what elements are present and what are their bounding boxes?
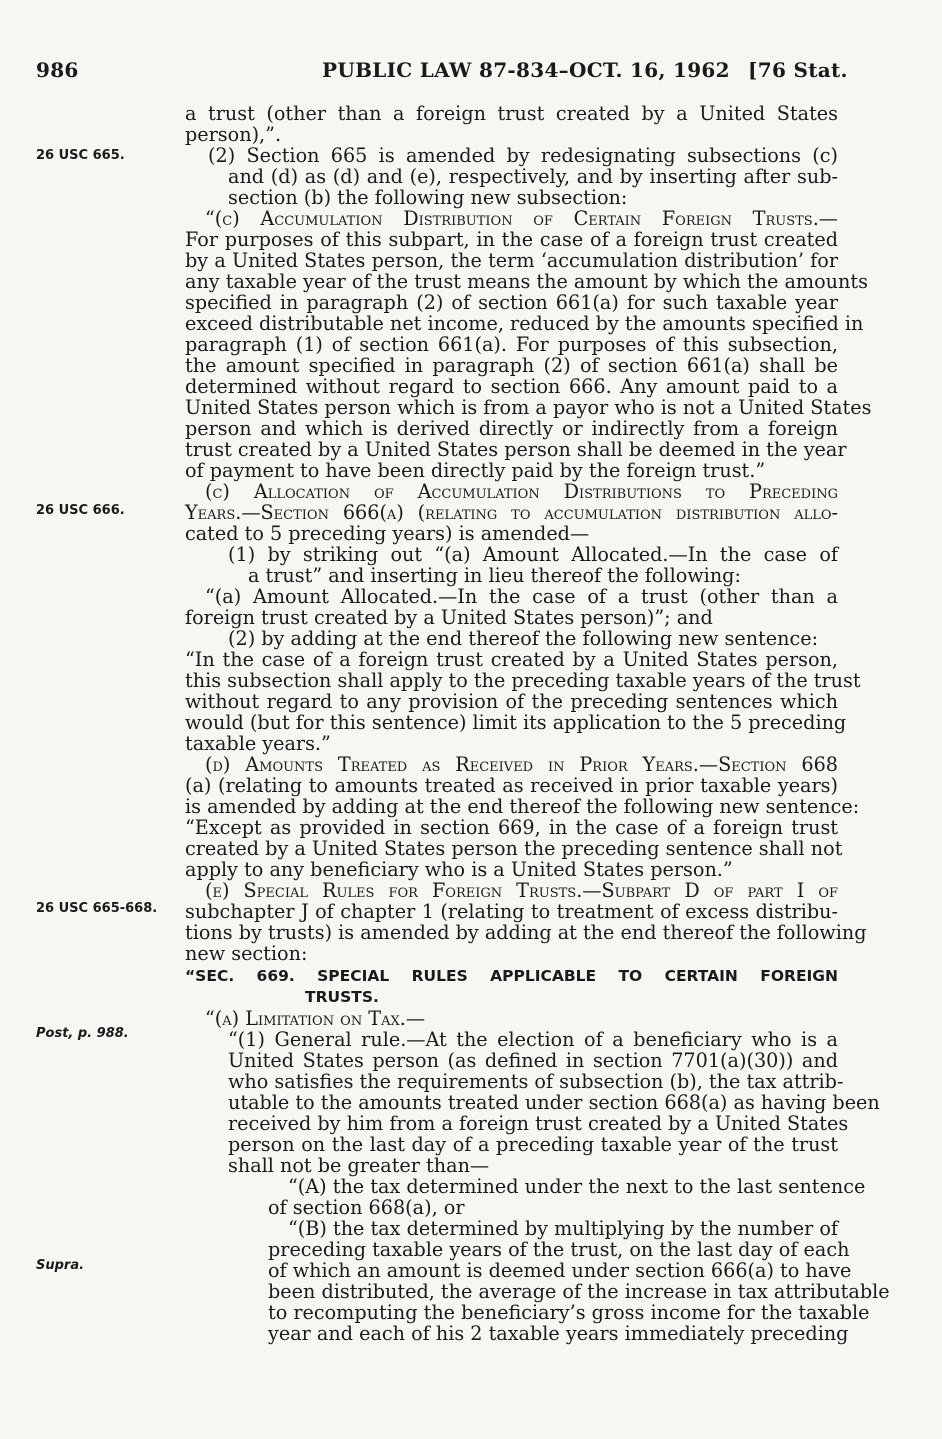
text-line: of payment to have been directly paid by the foreign trust.” (185, 459, 766, 482)
text-line: specified in paragraph (2) of section 661(a) for such taxable year (185, 291, 838, 314)
text-line: this subsection shall apply to the preceding taxable years of the trust (185, 669, 861, 692)
text-line: apply to any beneficiary who is a United States person.” (185, 858, 733, 881)
text-line: person),”. (185, 123, 282, 146)
text-line: “Except as provided in section 669, in the case of a foreign trust (185, 816, 838, 839)
text-line: cated to 5 preceding years) is amended— (185, 522, 590, 545)
text-line: United States person (as defined in section 7701(a)(30)) and (228, 1049, 838, 1072)
text-line: and (d) as (d) and (e), respectively, and by inserting after sub- (228, 165, 838, 188)
text-line: the amount specified in paragraph (2) of section 661(a) shall be (185, 354, 838, 377)
text-line: (1) by striking out “(a) Amount Allocated.—In the case of (228, 543, 838, 566)
text-line: any taxable year of the trust means the amount by which the amounts (185, 270, 868, 293)
text-line: shall not be greater than— (228, 1154, 490, 1177)
text-line: subchapter J of chapter 1 (relating to treatment of excess distribu- (185, 900, 838, 923)
text-line: is amended by adding at the end thereof the following new sentence: (185, 795, 860, 818)
margin-note-supra: Supra. (36, 1258, 85, 1273)
text-line: by a United States person, the term ‘accumulation distribution’ for (185, 249, 838, 272)
text-line: foreign trust created by a United States person)”; and (185, 606, 713, 629)
text-line: without regard to any provision of the preceding sentences which (185, 690, 838, 713)
text-line: who satisfies the requirements of subsection (b), the tax attrib- (228, 1070, 844, 1093)
text-line: section (b) the following new subsection: (228, 186, 628, 209)
text-line: a trust” and inserting in lieu thereof the following: (248, 564, 741, 587)
text-line: “(1) General rule.—At the election of a beneficiary who is a (228, 1028, 838, 1051)
text-line: (2) by adding at the end thereof the following new sentence: (228, 627, 819, 650)
section-heading: “SEC. 669. SPECIAL RULES APPLICABLE TO CERTAIN FOREIGN (185, 967, 838, 985)
text-line: received by him from a foreign trust created by a United States (228, 1112, 849, 1135)
text-line: For purposes of this subpart, in the case of a foreign trust created (185, 228, 838, 251)
text-line: taxable years.” (185, 732, 331, 755)
text-line: been distributed, the average of the increase in tax attributable (268, 1280, 890, 1303)
text-line: (a) (relating to amounts treated as received in prior taxable years) (185, 774, 838, 797)
running-head-title: PUBLIC LAW 87-834–OCT. 16, 1962 (322, 58, 730, 82)
text-line: (2) Section 665 is amended by redesignating subsections (c) (208, 144, 838, 167)
text-line: new section: (185, 942, 308, 965)
subsection-heading: “(a) Limitation on Tax.— (205, 1007, 426, 1030)
text-line: created by a United States person the preceding sentence shall not (185, 837, 843, 860)
text-line: utable to the amounts treated under section 668(a) as having been (228, 1091, 880, 1114)
text-line: United States person which is from a payor who is not a United States (185, 396, 872, 419)
text-line: Years.—Section 666(a) (relating to accumulation distribution allo- (185, 501, 838, 524)
subsection-heading: (e) Special Rules for Foreign Trusts.—Subpart D of part I of (205, 879, 838, 902)
text-line: year and each of his 2 taxable years immediately preceding (268, 1322, 849, 1345)
text-line: paragraph (1) of section 661(a). For purposes of this subsection, (185, 333, 838, 356)
text-line: of which an amount is deemed under section 666(a) to have (268, 1259, 852, 1282)
text-line: “In the case of a foreign trust created by a United States person, (185, 648, 838, 671)
text-line: a trust (other than a foreign trust created by a United States (185, 102, 838, 125)
margin-note-26-usc-665: 26 USC 665. (36, 148, 125, 163)
text-line: would (but for this sentence) limit its application to the 5 preceding (185, 711, 847, 734)
stat-reference: [76 Stat. (748, 58, 848, 82)
text-line: person and which is derived directly or indirectly from a foreign (185, 417, 838, 440)
subsection-heading: (c) Allocation of Accumulation Distributions to Preceding (205, 480, 838, 503)
text-line: tions by trusts) is amended by adding at the end thereof the following (185, 921, 867, 944)
page-number: 986 (36, 58, 79, 82)
text-line: to recomputing the beneficiary’s gross income for the taxable (268, 1301, 870, 1324)
subsection-heading: “(c) Accumulation Distribution of Certain Foreign Trusts.— (205, 207, 838, 230)
text-line: trust created by a United States person shall be deemed in the year (185, 438, 847, 461)
text-line: preceding taxable years of the trust, on the last day of each (268, 1238, 850, 1261)
text-line: “(a) Amount Allocated.—In the case of a trust (other than a (205, 585, 838, 608)
margin-note-post-p-988: Post, p. 988. (36, 1026, 129, 1041)
margin-note-26-usc-665-668: 26 USC 665-668. (36, 901, 158, 916)
text-line: of section 668(a), or (268, 1196, 465, 1219)
margin-note-26-usc-666: 26 USC 666. (36, 503, 125, 518)
text-line: person on the last day of a preceding taxable year of the trust (228, 1133, 838, 1156)
text-line: “(A) the tax determined under the next to the last sentence (288, 1175, 866, 1198)
subsection-heading: (d) Amounts Treated as Received in Prior Years.—Section 668 (205, 753, 838, 776)
text-line: determined without regard to section 666. Any amount paid to a (185, 375, 838, 398)
section-heading-continued: TRUSTS. (305, 988, 379, 1006)
text-line: “(B) the tax determined by multiplying by the number of (288, 1217, 838, 1240)
text-line: exceed distributable net income, reduced by the amounts specified in (185, 312, 864, 335)
